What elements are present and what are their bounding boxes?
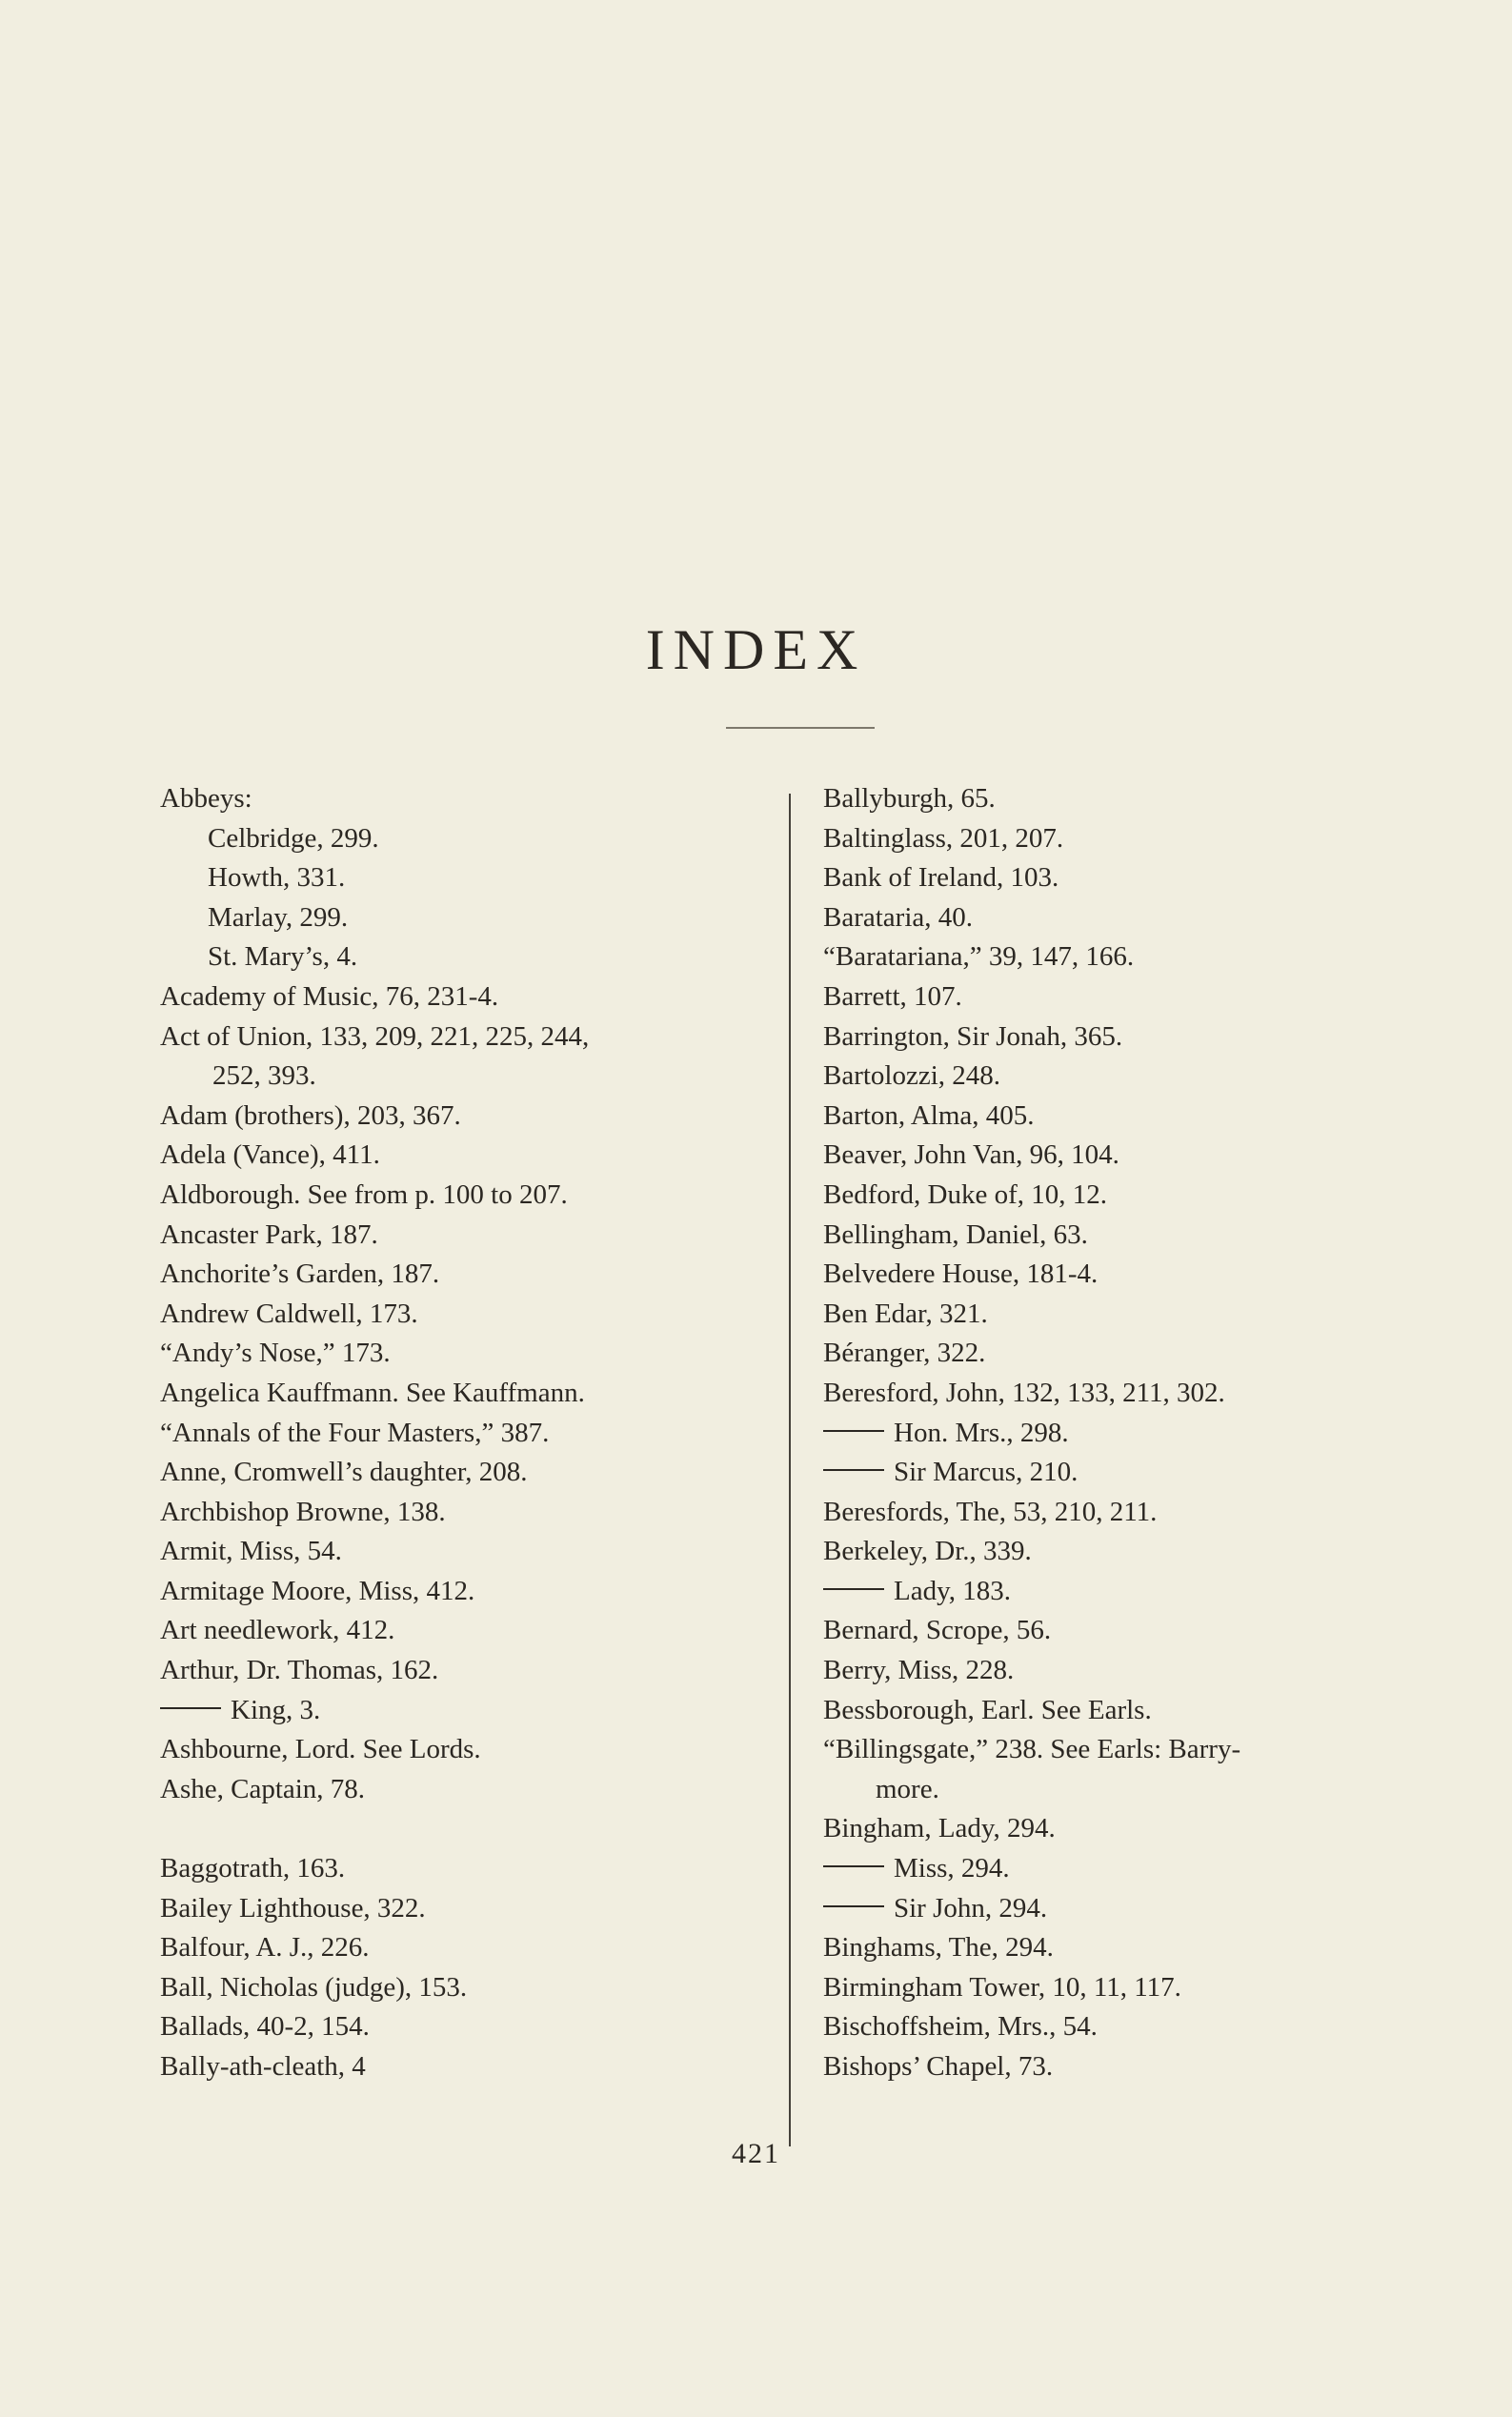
index-entry-text: Anne, Cromwell’s daughter, 208.: [160, 1457, 528, 1488]
ditto-dash: [823, 1430, 884, 1432]
index-entry-text: Barrington, Sir Jonah, 365.: [823, 1020, 1123, 1052]
index-subentry: [160, 858, 779, 898]
index-entry-text: Armitage Moore, Miss, 412.: [160, 1575, 475, 1606]
index-entry: [160, 1216, 779, 1256]
ditto-dash: [823, 1588, 884, 1590]
index-entry: [823, 1017, 1433, 1057]
index-entry-text: Art needlework, 412.: [160, 1615, 395, 1646]
index-entry: [823, 858, 1433, 898]
index-entry: [160, 1928, 779, 1968]
index-entry: [823, 1374, 1433, 1414]
index-entry-text: Arthur, Dr. Thomas, 162.: [160, 1655, 439, 1686]
index-entry-continuation: [823, 1770, 1433, 1810]
index-entry: [823, 1493, 1433, 1533]
index-subentry-dashed: [823, 1453, 1433, 1493]
index-entry-text: Sir Marcus, 210.: [894, 1457, 1079, 1488]
index-entry: [823, 1216, 1433, 1256]
index-entry-text: Barataria, 40.: [823, 901, 974, 933]
index-entry-text: Ashe, Captain, 78.: [160, 1773, 366, 1804]
index-entry-text: Lady, 183.: [894, 1575, 1011, 1606]
index-entry-text: St. Mary’s, 4.: [208, 941, 358, 973]
index-entry: [160, 2007, 779, 2047]
index-column-left: [160, 779, 779, 2087]
index-section-gap: [160, 1809, 779, 1849]
index-entry: [823, 1097, 1433, 1137]
index-entry-text: Hon. Mrs., 298.: [894, 1417, 1069, 1448]
index-entry: [823, 1136, 1433, 1176]
index-entry-text: Sir John, 294.: [894, 1892, 1048, 1924]
index-entry-text: “Annals of the Four Masters,” 387.: [160, 1417, 550, 1448]
index-entry: [823, 1968, 1433, 2008]
index-subentry: [160, 819, 779, 859]
index-entry: [823, 1532, 1433, 1572]
index-entry-text: Beaver, John Van, 96, 104.: [823, 1139, 1119, 1171]
index-entry-text: “Andy’s Nose,” 173.: [160, 1338, 391, 1369]
index-entry: [823, 2007, 1433, 2047]
index-entry-text: Ball, Nicholas (judge), 153.: [160, 1971, 468, 2003]
index-entry: [160, 977, 779, 1017]
index-entry: [160, 1414, 779, 1454]
index-entry-text: Bedford, Duke of, 10, 12.: [823, 1178, 1108, 1210]
index-entry-text: Ballyburgh, 65.: [823, 783, 996, 814]
index-entry-text: Adela (Vance), 411.: [160, 1139, 380, 1171]
index-entry-text: Baggotrath, 163.: [160, 1853, 346, 1884]
index-entry: [160, 779, 779, 819]
index-entry: [160, 1493, 779, 1533]
index-entry: [823, 898, 1433, 938]
index-entry-text: Bischoffsheim, Mrs., 54.: [823, 2011, 1098, 2043]
index-entry: [160, 1453, 779, 1493]
index-entry-text: Beresford, John, 132, 133, 211, 302.: [823, 1377, 1225, 1408]
index-entry: [160, 1770, 779, 1810]
index-entry: [160, 1968, 779, 2008]
index-entry-text: Ashbourne, Lord. See Lords.: [160, 1734, 481, 1765]
index-entry: [160, 1889, 779, 1929]
index-subentry-dashed: [160, 1691, 779, 1731]
index-entry: [160, 1849, 779, 1889]
index-entry-text: Marlay, 299.: [208, 901, 349, 933]
index-entry: [160, 1017, 779, 1057]
index-entry-text: “Billingsgate,” 238. See Earls: Barry-: [823, 1734, 1241, 1765]
index-entry-text: Barrett, 107.: [823, 980, 962, 1012]
ditto-dash: [823, 1905, 884, 1907]
index-entry: [823, 977, 1433, 1017]
index-entry: [823, 1295, 1433, 1335]
ditto-dash: [823, 1469, 884, 1471]
index-entry: [823, 1611, 1433, 1651]
index-subentry-dashed: [823, 1572, 1433, 1612]
index-entry-text: Bingham, Lady, 294.: [823, 1813, 1056, 1844]
index-entry-text: “Baratariana,” 39, 147, 166.: [823, 941, 1135, 973]
index-entry-text: Binghams, The, 294.: [823, 1932, 1054, 1964]
index-entry-text: Aldborough. See from p. 100 to 207.: [160, 1178, 568, 1210]
index-entry: [823, 1334, 1433, 1374]
title-rule: [726, 727, 875, 729]
index-entry: [823, 1057, 1433, 1097]
index-entry-text: Howth, 331.: [208, 862, 346, 894]
index-entry-text: Beresfords, The, 53, 210, 211.: [823, 1496, 1158, 1527]
index-entry: [160, 1374, 779, 1414]
ditto-dash: [160, 1707, 221, 1709]
index-entry-text: Berry, Miss, 228.: [823, 1655, 1015, 1686]
index-entry-text: Barton, Alma, 405.: [823, 1099, 1035, 1131]
index-entry-continuation: [160, 1057, 779, 1097]
index-column-right: [823, 779, 1433, 2087]
index-entry-text: Act of Union, 133, 209, 221, 225, 244,: [160, 1020, 590, 1052]
index-entry: [823, 1691, 1433, 1731]
index-entry: [160, 1651, 779, 1691]
index-subentry-dashed: [823, 1849, 1433, 1889]
index-entry-text: Baltinglass, 201, 207.: [823, 822, 1064, 854]
index-entry-text: Anchorite’s Garden, 187.: [160, 1259, 440, 1290]
index-entry: [823, 1928, 1433, 1968]
index-entry-text: Bailey Lighthouse, 322.: [160, 1892, 426, 1924]
index-entry-text: Celbridge, 299.: [208, 822, 379, 854]
page-number: 421: [732, 2138, 780, 2169]
index-entry: [823, 779, 1433, 819]
index-entry-text: Miss, 294.: [894, 1853, 1010, 1884]
index-subentry-dashed: [823, 1414, 1433, 1454]
index-entry: [823, 1730, 1433, 1770]
index-entry-text: King, 3.: [231, 1694, 321, 1725]
column-divider: [789, 794, 791, 2146]
index-entry-text: Berkeley, Dr., 339.: [823, 1536, 1032, 1567]
index-entry: [823, 1809, 1433, 1849]
index-entry-text: Bally-ath-cleath, 4: [160, 2051, 366, 2082]
index-entry: [823, 2047, 1433, 2087]
index-entry-text: Andrew Caldwell, 173.: [160, 1298, 418, 1329]
index-entry-text: Balfour, A. J., 226.: [160, 1932, 370, 1964]
index-entry-text: Ballads, 40-2, 154.: [160, 2011, 370, 2043]
index-entry: [160, 1255, 779, 1295]
index-entry: [160, 1611, 779, 1651]
index-entry-text: Bellingham, Daniel, 63.: [823, 1219, 1088, 1250]
index-entry: [160, 1176, 779, 1216]
index-entry-text: Archbishop Browne, 138.: [160, 1496, 446, 1527]
index-entry-text: Abbeys:: [160, 783, 252, 814]
index-entry-text: Ben Edar, 321.: [823, 1298, 988, 1329]
index-entry-text: Angelica Kauffmann. See Kauffmann.: [160, 1377, 585, 1408]
index-entry: [160, 1532, 779, 1572]
index-entry: [823, 1255, 1433, 1295]
page-title: INDEX: [645, 618, 867, 681]
index-entry: [823, 819, 1433, 859]
index-entry-text: Adam (brothers), 203, 367.: [160, 1099, 461, 1131]
index-entry: [160, 1730, 779, 1770]
index-entry: [160, 1097, 779, 1137]
index-entry: [160, 1334, 779, 1374]
index-entry-text: Bishops’ Chapel, 73.: [823, 2051, 1054, 2082]
index-entry: [823, 1176, 1433, 1216]
index-entry: [823, 937, 1433, 977]
index-entry-text: Béranger, 322.: [823, 1338, 986, 1369]
index-entry-text: Academy of Music, 76, 231-4.: [160, 980, 499, 1012]
index-entry-text: Birmingham Tower, 10, 11, 117.: [823, 1971, 1181, 2003]
index-entry-text: Bank of Ireland, 103.: [823, 862, 1059, 894]
index-subentry-dashed: [823, 1889, 1433, 1929]
index-subentry: [160, 898, 779, 938]
index-entry-text: Armit, Miss, 54.: [160, 1536, 342, 1567]
index-entry-text: Bernard, Scrope, 56.: [823, 1615, 1052, 1646]
index-entry: [160, 1572, 779, 1612]
index-entry-text: Ancaster Park, 187.: [160, 1219, 378, 1250]
index-entry-text: more.: [876, 1773, 939, 1804]
index-entry-text: Bartolozzi, 248.: [823, 1060, 1001, 1092]
index-entry: [160, 2047, 779, 2087]
index-entry-text: 252, 393.: [212, 1060, 316, 1092]
index-entry-text: Bessborough, Earl. See Earls.: [823, 1694, 1152, 1725]
index-entry: [160, 1295, 779, 1335]
ditto-dash: [823, 1865, 884, 1867]
index-subentry: [160, 937, 779, 977]
index-entry: [160, 1136, 779, 1176]
index-entry-text: Belvedere House, 181-4.: [823, 1259, 1099, 1290]
index-entry: [823, 1651, 1433, 1691]
